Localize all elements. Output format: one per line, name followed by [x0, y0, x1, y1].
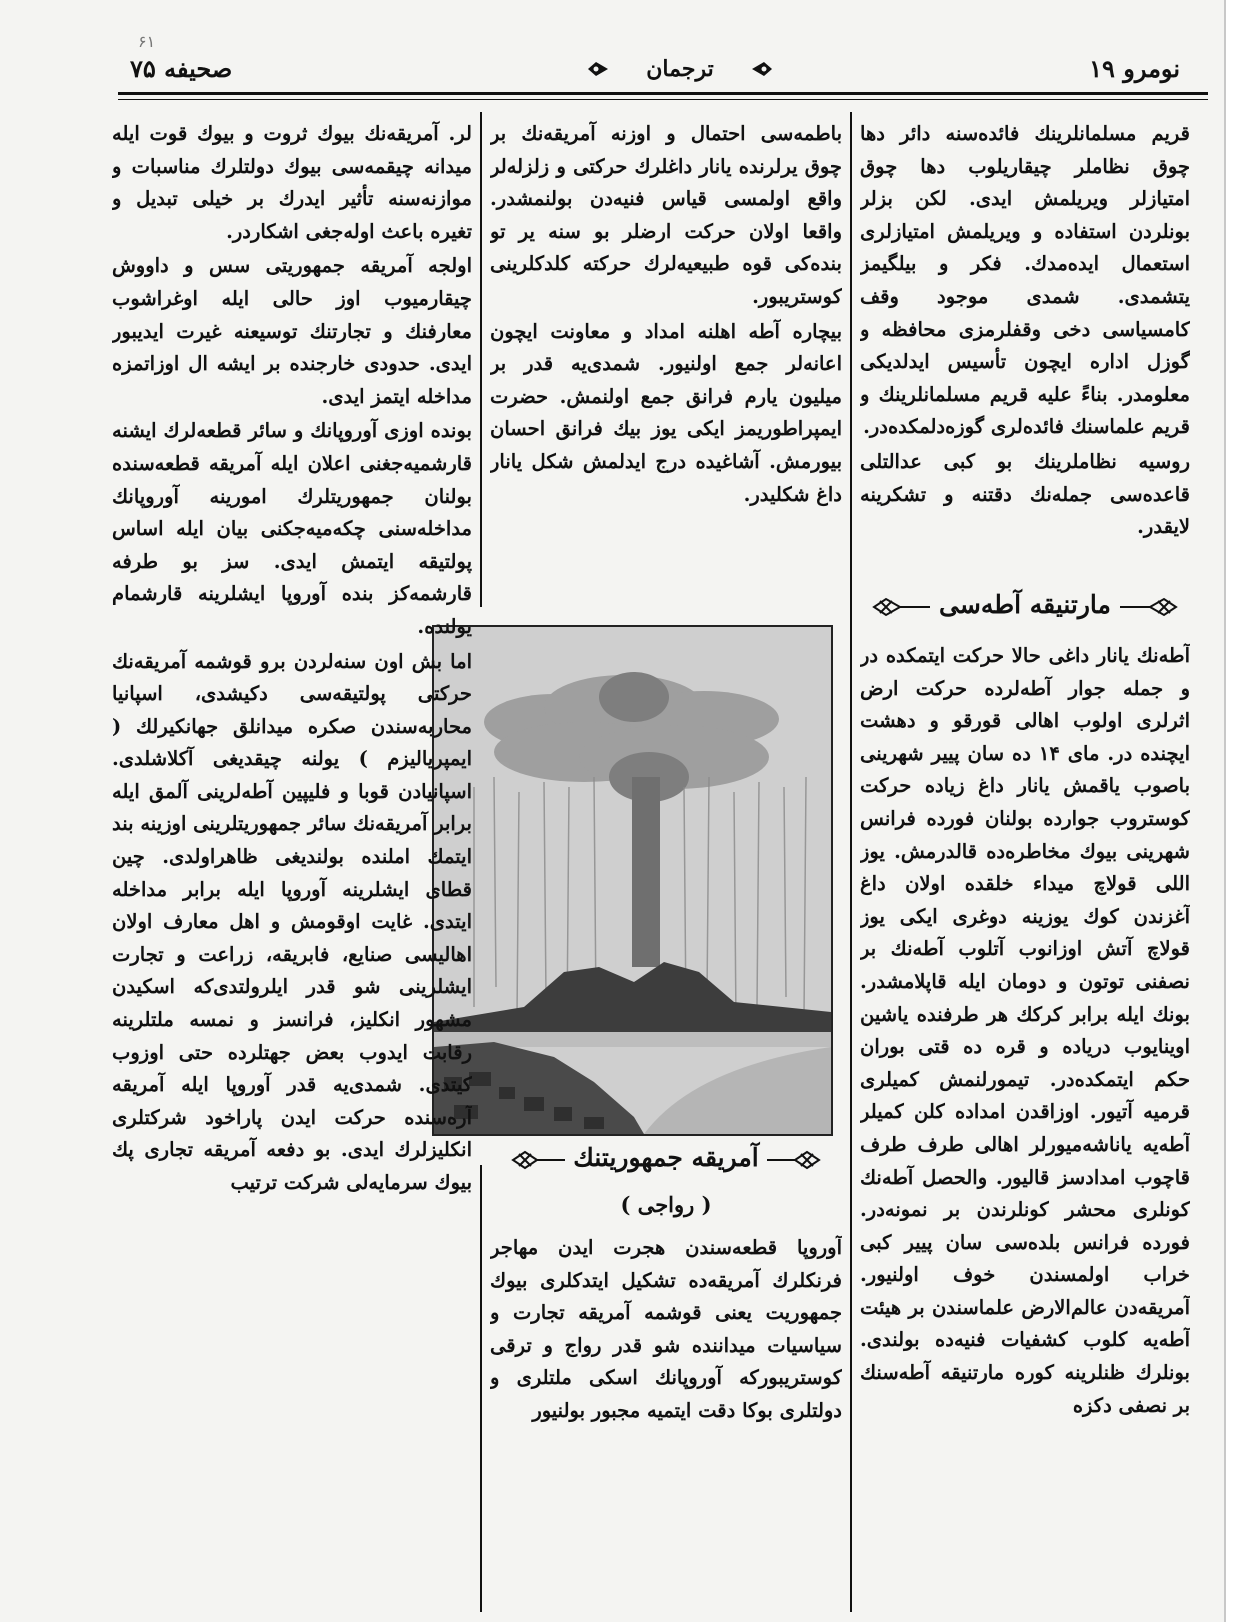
page-header: [110, 32, 1210, 98]
left-paragraph-2: اولجه آمریقه جمهوریتی سس و داووش چیقارمیوب اوز حالی ایله اوغراشوب معارفنك و تجارتنك توسیعنه غیرت ایدیبور ایدی. حدودی خارجنده بر ایشه ال اوزاتمزه مداخله ایتمز ایدی.: [112, 254, 472, 408]
america-paragraph: آوروپا قطعه‌سندن هجرت ایدن مهاجر فرنکلرك آمریقه‌ده تشکیل ایتدکلری بیوك جمهوریت یعنی قوشمه آمریقه تجارت و سیاسیات میداننده شو قدر رواج و ترقی کوستریبورکه آوروپانك اسکی ملتلری و دولتلری بوکا دقت ایتمیه مجبور بولنیور: [490, 1236, 842, 1422]
heading-ornament-left-icon: [767, 1149, 823, 1171]
america-section-subheading: ( رواجی ): [620, 1192, 712, 1217]
heading-ornament-right-icon: [870, 596, 930, 618]
header-issue-number: نومرو ۱۹: [1089, 54, 1180, 83]
martinique-section-heading: [860, 590, 1190, 630]
martinique-heading-text: مارتنیقه آطه‌سی: [939, 590, 1111, 619]
right-intro-paragraph-2: روسیه نظاملرینك بو کبی عدالتلی قاعده‌سی جمله‌نك دقتنه و تشکرینه لایقدر.: [860, 449, 1190, 539]
america-heading-text: آمریقه جمهوریتنك: [573, 1143, 759, 1172]
heading-ornament-left-icon: [1120, 596, 1180, 618]
left-paragraph-4: اما بش اون سنه‌لردن برو قوشمه آمریقه‌نك حرکتی پولتیقه‌سی دکیشدی، اسپانیا محاربه‌سندن صکره میدانلق جهانکیرلك ( ایمپریالیزم ) یولنه چیقدیغی آکلاشلدی. اسپانیادن قوبا و فلیپین آطه‌لرینی آلمق ایله برابر آمریقه‌نك سائر جمهوریتلرینی اوزینه بند ایتمك املنده بولندیغی ظاهراولدی. چین قطای ایشلرینه آوروپا ایله برابر مداخله ایتدی. غایت اوقومش و اهل معارف اولان اهالیسی صنایع، فابریقه، زراعت و تجارت ایشلرینی شو قدر ایلرولتدی‌که اسکیدن مشهور انکلیز، فرانسز و نمسه ملتلرینه رقابت ایدوب بعض جهتلرده حتی اوزوب کیتدی. شمدی‌یه قدر آوروپا ایله آمریقه آره‌سنده حرکت ایدن پاراخود شرکتلری انکلیزلرك ایدی. بو دفعه آمریقه تجاری پك بیوك سرمایه‌لی شرکت ترتیب: [112, 649, 472, 1194]
scan-margin: [1224, 0, 1252, 1622]
masthead-ornament-left-icon: [587, 60, 609, 78]
column-rule-left-lower: [480, 1165, 482, 1612]
header-rule-thick: [118, 92, 1208, 95]
volcano-figure: [432, 625, 833, 1136]
america-section-heading: [490, 1143, 842, 1183]
right-column-martinique: [860, 640, 1190, 1610]
header-masthead: [605, 52, 755, 86]
heading-ornament-right-icon: [509, 1149, 565, 1171]
header-page-number: صحیفه ۷۵: [130, 54, 233, 83]
header-rule-thin: [118, 99, 1208, 100]
left-paragraph-1: لر. آمریقه‌نك بیوك ثروت و بیوك قوت ایله میدانه چیقمه‌سی بیوك دولتلرك مناسبات و موازنه‌سنه تأثیر ایدرك بر خیلی تبدیل و تغیره باعث اوله‌جغی اشکاردر.: [112, 122, 472, 243]
masthead-ornament-right-icon: [751, 60, 773, 78]
column-rule-right: [850, 112, 852, 1612]
right-intro-paragraph-1: قریم مسلمانلرینك فائده‌سنه دائر دها چوق نظاملر چیقاریلوب دها چوق امتیازلر ویریلمش ایدی. لکن بزلر بونلردن استفاده و ویریلمش امتیازلری استعمال ایده‌مدك. فکر و بیلگیمز یتشمدی. شمدی موجود وقف کامسیاسی دخی وقفلرمزی محافظه و گوزل اداره ایچون تأسیس ایدلدیکی معلومدر. بناءً علیه قریم مسلمانلرینك و قریم علماسنك فائده‌لری گوزه‌دلمکده‌در.: [860, 122, 1190, 439]
column-rule-left-upper: [480, 112, 482, 607]
middle-column-america: [490, 1232, 842, 1612]
left-paragraph-3: بونده اوزی آوروپانك و سائر قطعه‌لرك ایشنه قارشمیه‌جغنی اعلان ایله آمریقه قطعه‌سنده بولنان جمهوریتلرك امورینه آوروپانك مداخله‌سنی چکه‌میه‌جکنی بیان ایله اساس پولتیقه ایتمش ایدی. سز بو طرفه قارشمه‌کز بنده آوروپا ایشلرینه قارشمام یولنده.: [112, 419, 472, 638]
left-column: [112, 118, 472, 1612]
scan-edge-line: [1224, 0, 1226, 1622]
martinique-paragraph: آطه‌نك یانار داغی حالا حرکت ایتمکده در و جمله جوار آطه‌لرده حرکت ارض اثرلری اولوب اهالی قورقو و دهشت ایچنده در. مای ۱۴ ده سان پییر شهرینی باصوب یاقمش یانار داغ زیاده حرکت کوستروب جوارده بولنان فورده فرانس شهرینی بیوك مخاطره‌ده قالدرمش. یوز اللی قولاچ میداء خلقده اولان داغ آغزندن کوك یوزینه دوغری ایکی یوز قولاچ آتش اوزانوب آتلوب آطه‌نك بر نصفنی توتون و دومان ایله قاپلامشدر. بونك ایله برابر کرکك هر طرفنده یاشین اوینایوب دریاده و قره ده قتی بوران حکم ایتمکده‌در. تیمورلنمش کمیلری قرمیه آتیور. اوزاقدن امداده کلن کمیلر آطه‌یه یاناشه‌میورلر اهالی طرف طرف قاچوب امدادسز قالیور. والحصل آطه‌نك کونلری محشر کونلرندن بر نمونه‌در. فورده فرانس بلده‌سی سان پییر کبی خراب اولمسندن خوف اولنیور. آمریقه‌دن عالم‌الارض علماسندن بر هیئت آطه‌یه کلوب کشفیات فنیه‌ده بولندی. بونلرك ظنلرینه کوره مارتنیقه آطه‌سنك بر نصفی دکزه: [860, 644, 1190, 1417]
header-pencil-note: ۶۱: [138, 32, 156, 51]
middle-paragraph-1: باطمه‌سی احتمال و اوزنه آمریقه‌نك بر چوق یرلرنده یانار داغلرك حرکتی و زلزله‌لر واقع اولمسی قیاس فنیه‌دن بولنمشدر. واقعا اولان حرکت ارضلر بو سنه یر تو بنده‌کی قوه طبیعیه‌لرك حرکته کلدکلرینی کوستریبور.: [490, 122, 842, 308]
header-title: ترجمان: [646, 56, 714, 82]
volcano-engraving-icon: [434, 627, 831, 1134]
right-column-intro: [860, 118, 1190, 588]
middle-column-top: [490, 118, 842, 618]
middle-paragraph-2: بیچاره آطه اهلنه امداد و معاونت ایچون اعانه‌لر جمع اولنیور. شمدی‌یه قدر بر میلیون یارم فرانق جمع اولنمش. حضرت ایمپراطوریمز ایکی یوز بیك فرانق احسان بیورمش. آشاغیده درج ایدلمش شکل یانار داغ شکلیدر.: [490, 319, 842, 506]
